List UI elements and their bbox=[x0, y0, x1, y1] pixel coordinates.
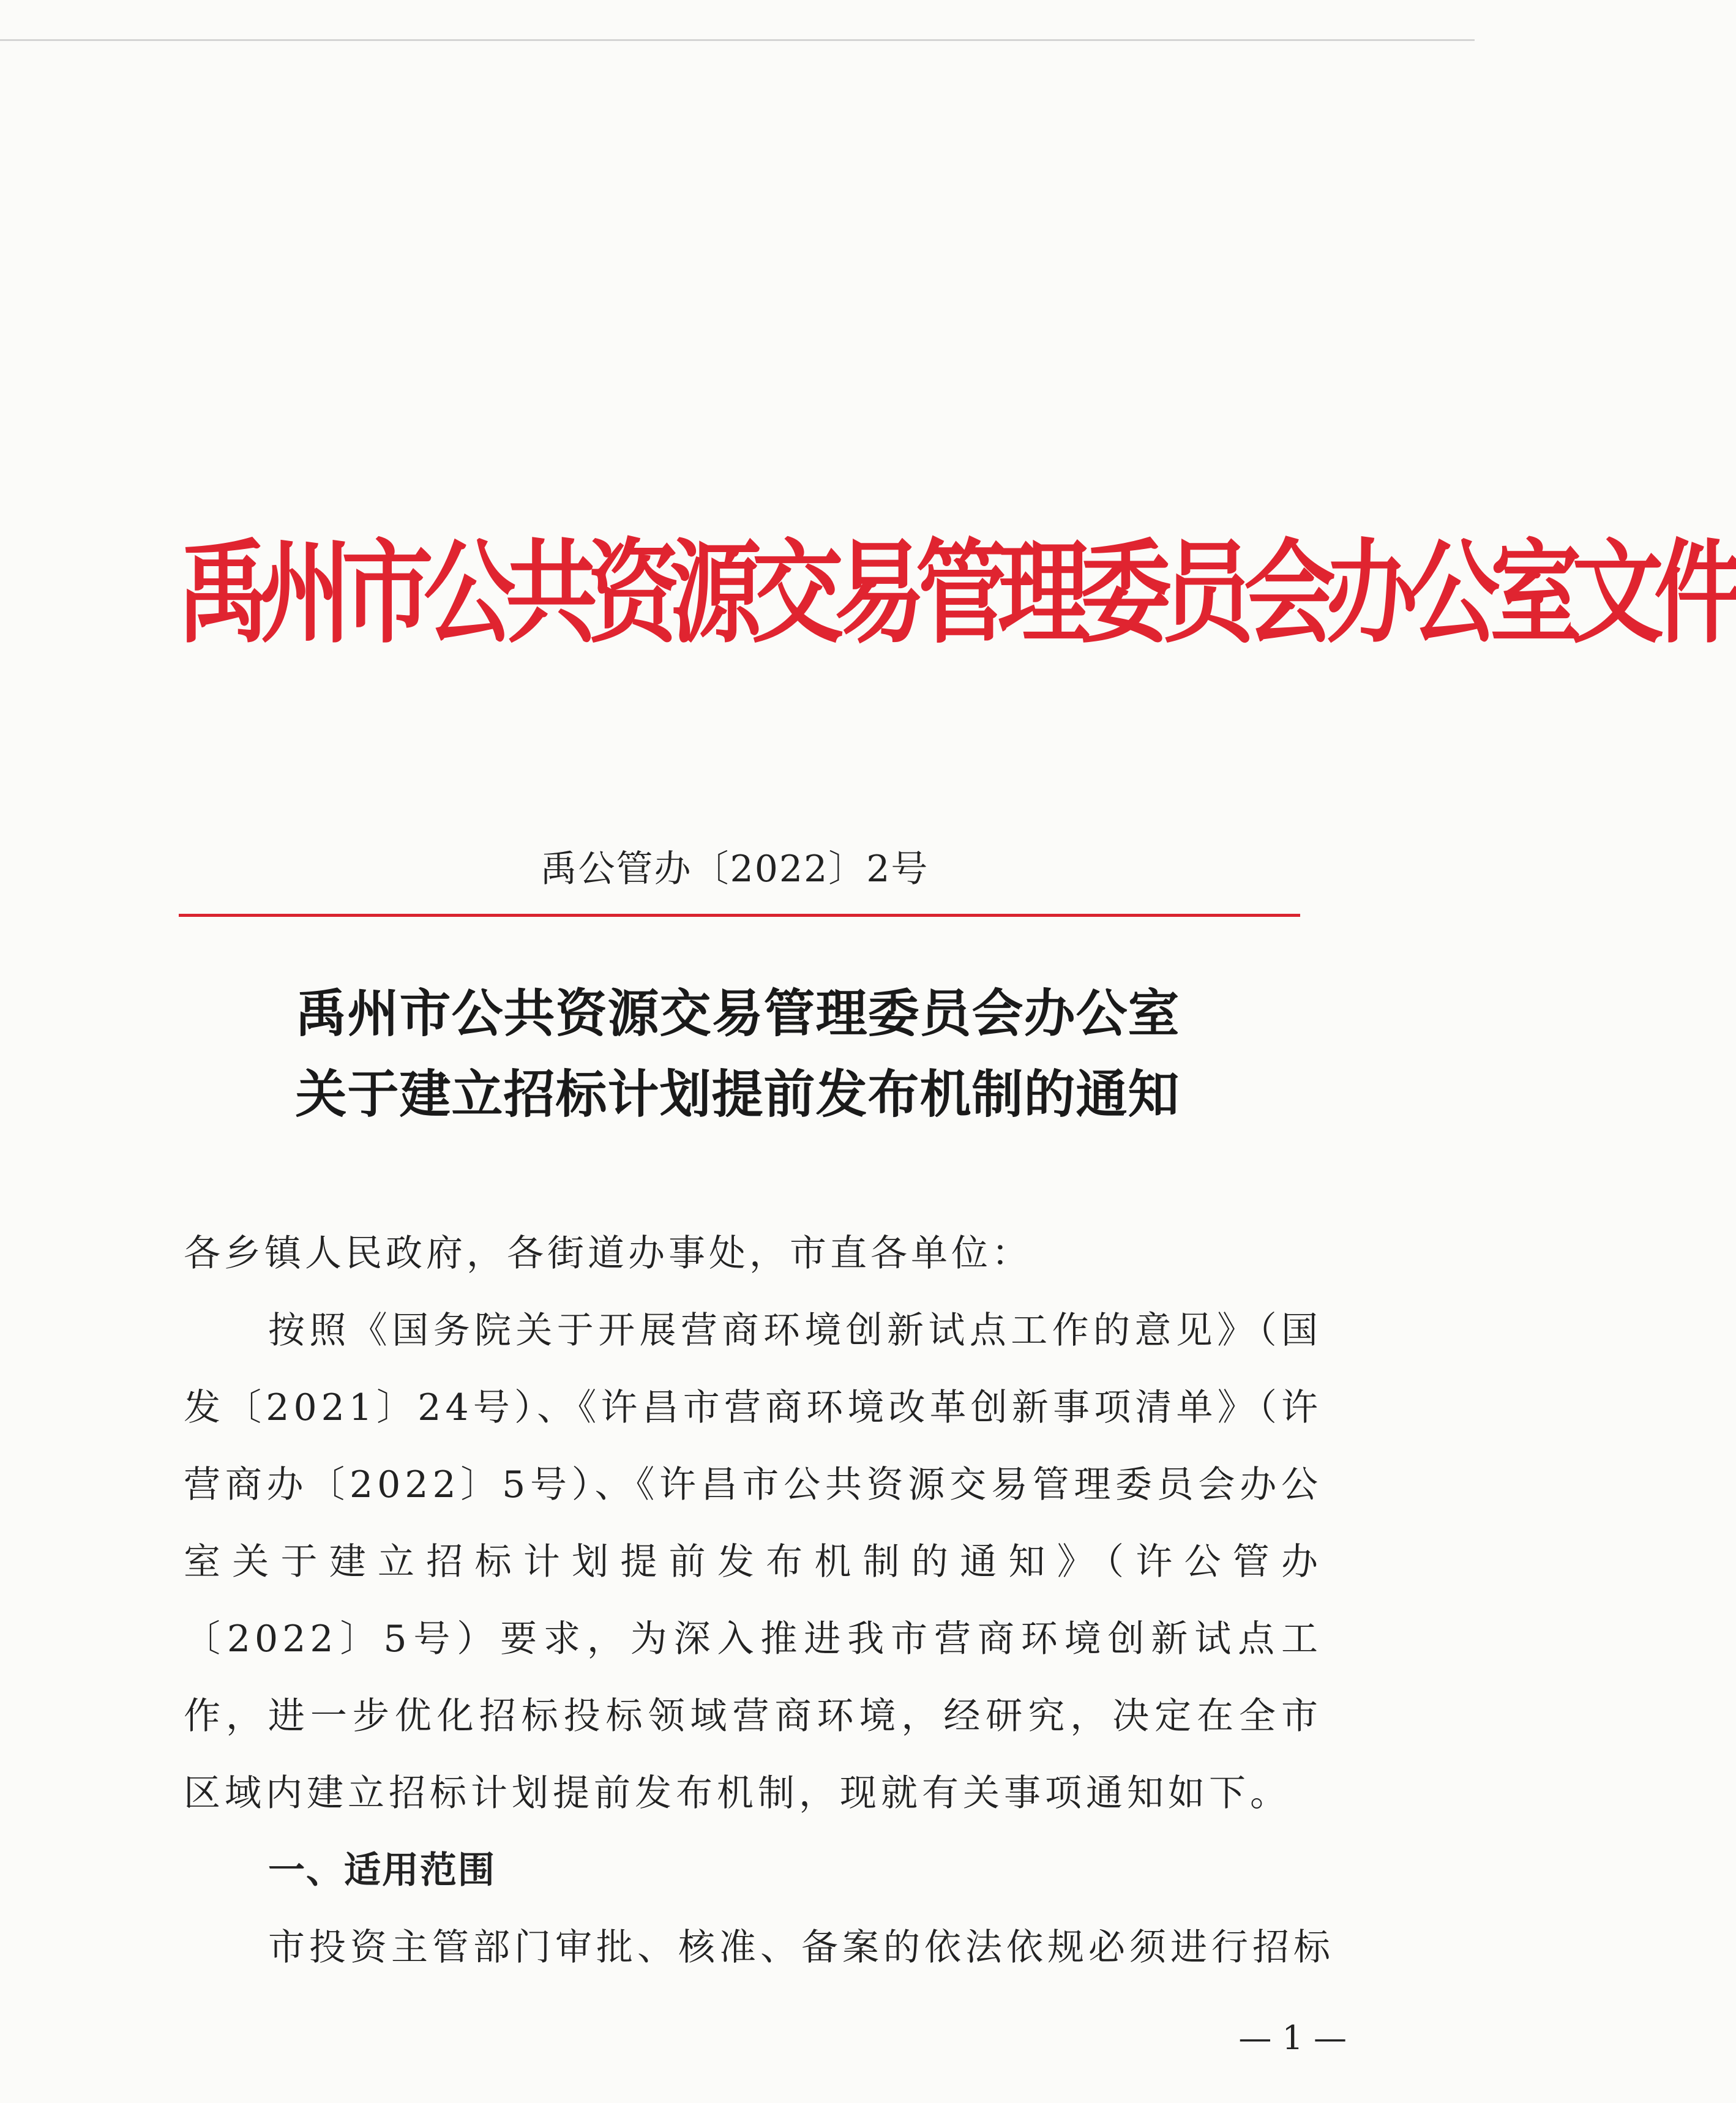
notice-title bbox=[184, 973, 1292, 1135]
document-number: 禹公管办〔2022〕2号 bbox=[540, 848, 929, 891]
salutation: 各乡镇人民政府，各街道办事处，市直各单位： bbox=[184, 1232, 1032, 1275]
notice-title-line2: 关于建立招标计划提前发布机制的通知 bbox=[295, 1064, 1180, 1124]
notice-title-line1: 禹州市公共资源交易管理委员会办公室 bbox=[295, 984, 1180, 1044]
header-separator-red-line bbox=[179, 914, 1300, 917]
paragraph-1: 按照《国务院关于开展营商环境创新试点工作的意见》（国发〔2021〕24号）、《许昌市营商环境改革创新事项清单》（许营商办〔2022〕5号）、《许昌市公共资源交易管理委员会办公室关于建立招标计划提前发布机制的通知》（许公管办〔2022〕5号）要求，为深入推进我市营商环境创新试点工作，进一步优化招标投标领域营商环境，经研究，决定在全市区域内建立招标计划提前发布机制，现就有关事项通知如下。 bbox=[184, 1309, 1322, 1815]
section-1-text: 市投资主管部门审批、核准、备案的依法依规必须进行招标 bbox=[268, 1926, 1334, 1969]
section-1-heading: 一、适用范围 bbox=[268, 1849, 496, 1892]
scan-top-edge bbox=[0, 39, 1475, 41]
notice-body bbox=[184, 1215, 1334, 1986]
page-number: — 1 — bbox=[1238, 2019, 1347, 2057]
document-header-title: 禹州市公共资源交易管理委员会办公室文件 bbox=[178, 529, 1736, 659]
